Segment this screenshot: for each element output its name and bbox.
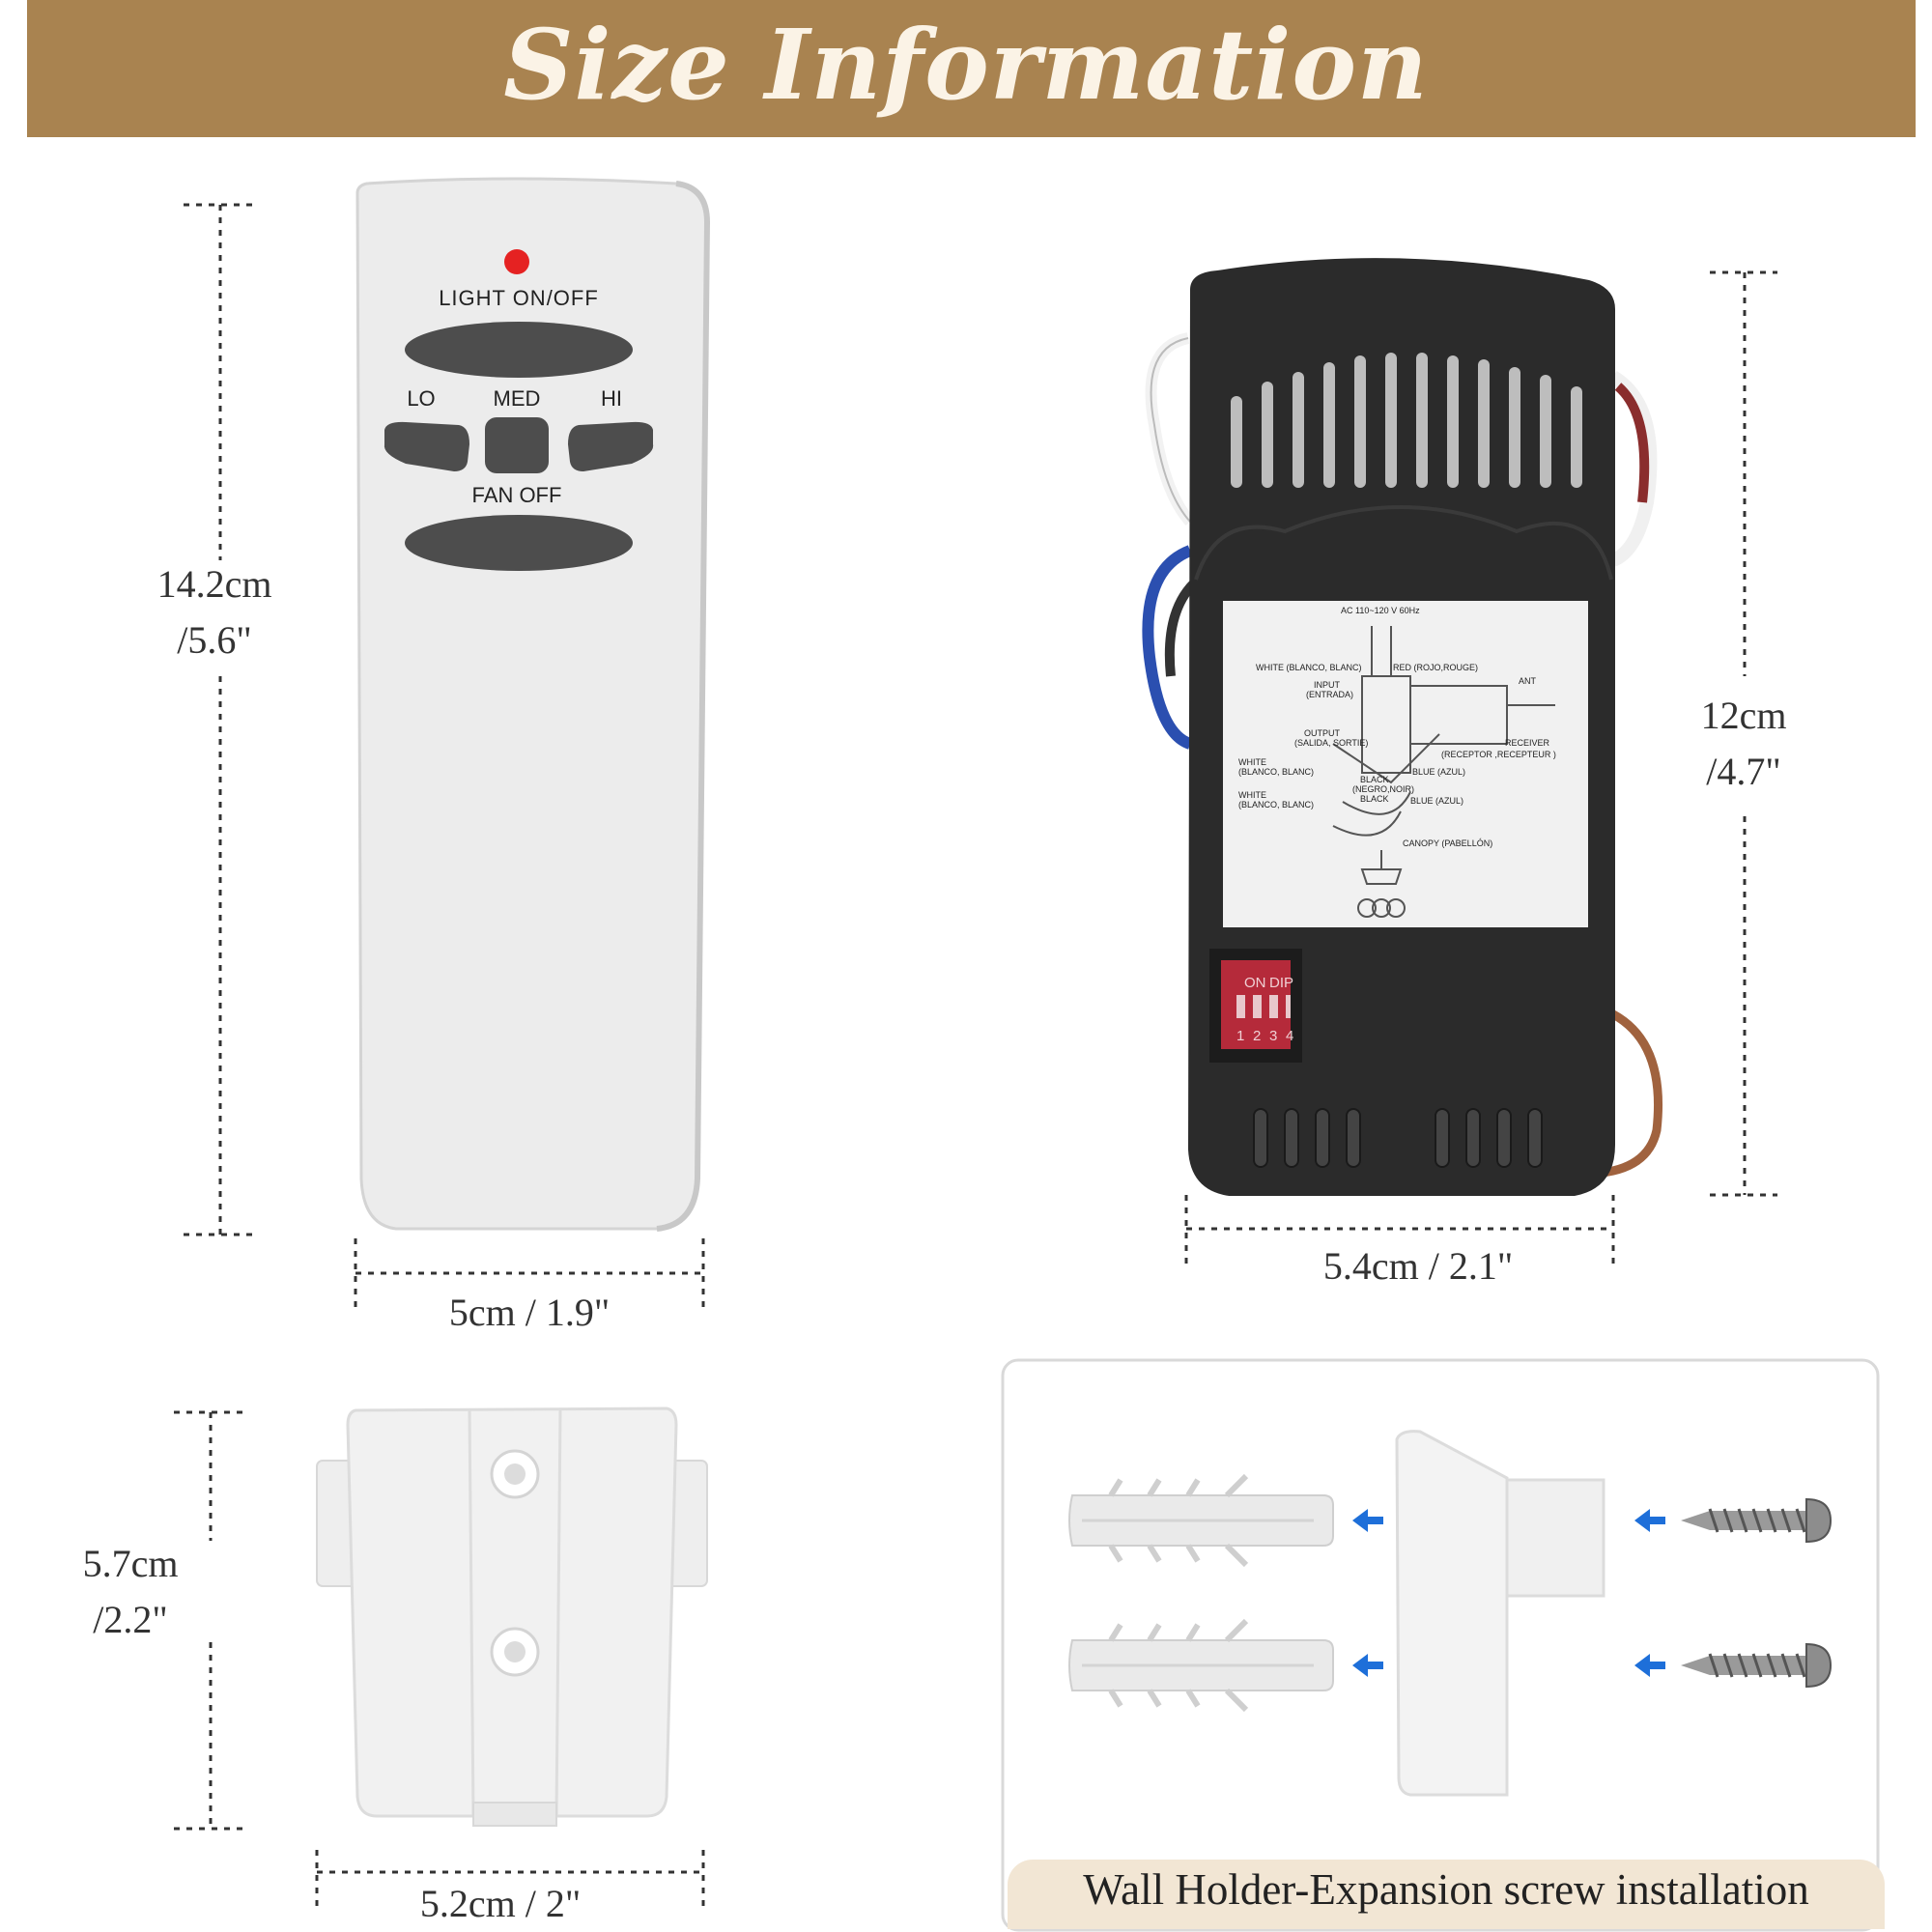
dip-number-4: 4 [1286, 1028, 1294, 1044]
diagram-white2-sub: (BLANCO, BLANC) [1238, 767, 1315, 777]
dip-number-1: 1 [1236, 1028, 1245, 1044]
receiver-width-label: 5.4cm / 2.1" [1322, 1244, 1514, 1288]
receiver-module [1148, 258, 1658, 1196]
remote-height-dimension [184, 205, 253, 1235]
page-title: Size Information [503, 8, 1429, 122]
diagram-white3-sub: (BLANCO, BLANC) [1238, 800, 1315, 810]
light-onoff-button[interactable] [405, 322, 633, 378]
diagram-white-label: WHITE (BLANCO, BLANC) [1256, 663, 1362, 672]
med-label: MED [493, 386, 541, 411]
remote-height-label: 14.2cm /5.6" [156, 562, 272, 662]
lo-label: LO [407, 386, 436, 411]
diagram-blue2-label: BLUE (AZUL) [1410, 796, 1464, 806]
dip-dip-label: DIP [1269, 975, 1294, 991]
holder-width-label: 5.2cm / 2" [419, 1882, 582, 1925]
diagram-black-sub: (NEGRO,NOIR) [1352, 784, 1414, 794]
fan-off-button[interactable] [405, 515, 633, 571]
med-button[interactable] [485, 417, 549, 473]
hi-label: HI [601, 386, 622, 411]
installation-caption: Wall Holder-Expansion screw installation [1083, 1865, 1809, 1914]
dip-number-3: 3 [1269, 1028, 1278, 1044]
diagram-red-label: RED (ROJO,ROUGE) [1393, 663, 1479, 672]
diagram-input-sub: (ENTRADA) [1306, 690, 1353, 699]
diagram-output-sub: (SALIDA, SORTIE) [1294, 738, 1369, 748]
remote-control [357, 179, 707, 1229]
diagram-black2-label: BLACK [1360, 794, 1389, 804]
diagram-canopy-label: CANOPY (PABELLÓN) [1403, 838, 1493, 848]
diagram-input-label: INPUT [1314, 680, 1340, 690]
diagram-black-label: BLACK [1360, 775, 1389, 784]
diagram-ant-label: ANT [1519, 676, 1536, 686]
diagram-ac-label: AC 110~120 V 60Hz [1341, 606, 1420, 615]
dip-number-2: 2 [1253, 1028, 1262, 1044]
receiver-height-label: 12cm /4.7" [1700, 694, 1787, 793]
wall-holder [317, 1408, 707, 1826]
diagram-blue-label: BLUE (AZUL) [1412, 767, 1466, 777]
holder-height-label: 5.7cm /2.2" [82, 1542, 179, 1641]
led-indicator [504, 249, 529, 274]
diagram-receiver-label: RECEIVER [1505, 738, 1550, 748]
diagram-receiver-sub: (RECEPTOR ,RECEPTEUR ) [1441, 750, 1556, 759]
light-onoff-label: LIGHT ON/OFF [439, 286, 599, 310]
wiring-diagram-label [1223, 601, 1588, 927]
diagram-output-label: OUTPUT [1304, 728, 1340, 738]
diagram-white2-label: WHITE [1238, 757, 1266, 767]
dip-on-label: ON [1244, 975, 1266, 991]
remote-width-label: 5cm / 1.9" [448, 1291, 611, 1334]
diagram-white3-label: WHITE [1238, 790, 1266, 800]
fan-off-label: FAN OFF [471, 483, 562, 507]
